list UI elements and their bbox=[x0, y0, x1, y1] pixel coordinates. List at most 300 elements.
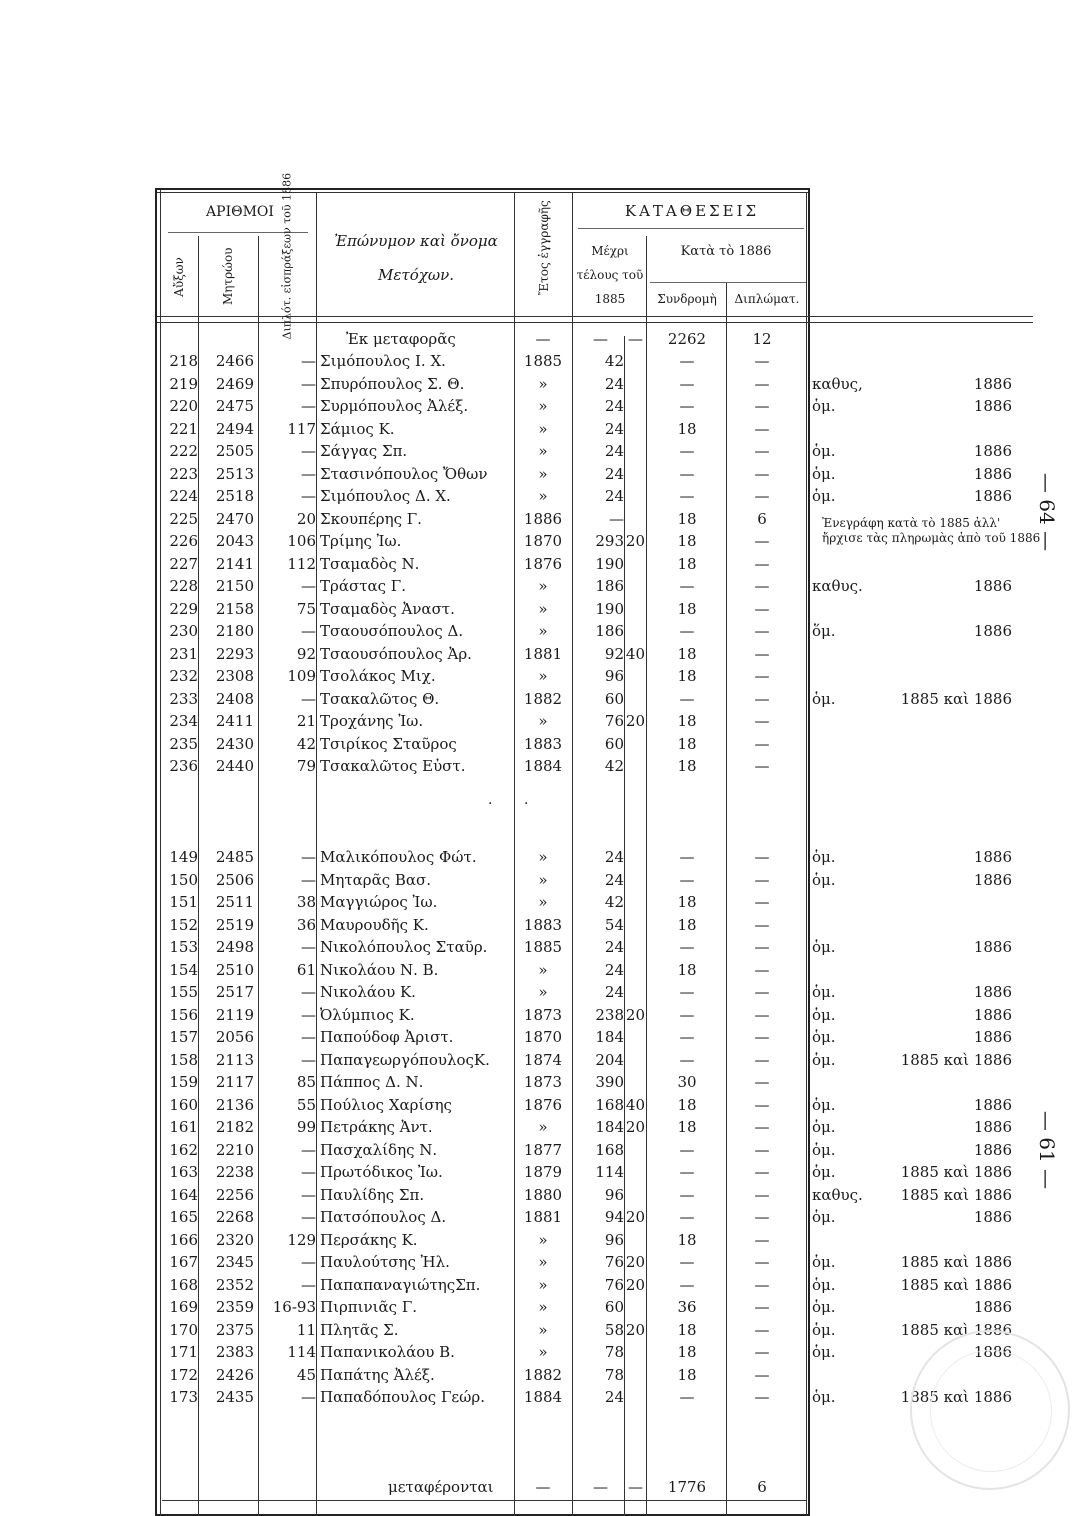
cell-syndromi: 18 bbox=[677, 667, 697, 685]
cell-remark-years: 1886 bbox=[973, 442, 1012, 460]
table-row bbox=[0, 1049, 1079, 1071]
cell-diplot: — bbox=[301, 577, 316, 595]
cell-etos: » bbox=[538, 848, 548, 866]
cell-syndromi: — bbox=[679, 1208, 695, 1226]
table-row bbox=[0, 598, 1079, 620]
cell-syndromi: 18 bbox=[677, 712, 697, 730]
cell-mitroou: 2210 bbox=[215, 1140, 254, 1159]
cell-etos: » bbox=[538, 1230, 548, 1249]
header-diplomat: Διπλώματ. bbox=[734, 292, 800, 306]
cell-diplomata: — bbox=[754, 1095, 770, 1114]
cell-name: Τρίμης Ἰω. bbox=[320, 532, 402, 550]
header-kata-1886: Κατὰ τὸ 1886 bbox=[680, 244, 772, 259]
cell-etos: 1876 bbox=[523, 554, 563, 573]
cell-mexri: 24 bbox=[604, 848, 624, 866]
cell-remark-status: ὁμ. bbox=[812, 1208, 836, 1226]
cell-mitroou: 2511 bbox=[215, 893, 254, 911]
cell-etos: 1883 bbox=[523, 734, 563, 753]
cell-remark-status: ὁμ. bbox=[812, 1140, 836, 1159]
cell-diplot: 106 bbox=[287, 532, 316, 550]
cell-auxon: 172 bbox=[169, 1365, 198, 1384]
cell-mitroou: 2345 bbox=[215, 1253, 254, 1271]
table-row bbox=[0, 1026, 1079, 1048]
cell-diplot: 16-93 bbox=[272, 1298, 316, 1316]
cell-etos: 1882 bbox=[523, 689, 563, 708]
cell-fraction: 20 bbox=[625, 1005, 645, 1024]
cell-diplomata: — bbox=[754, 757, 770, 775]
cell-mexri: 168 bbox=[595, 1140, 624, 1159]
cell-auxon: 233 bbox=[169, 689, 198, 708]
cell-name: Πατσόπουλος Δ. bbox=[320, 1208, 447, 1226]
cell-diplot: 79 bbox=[296, 757, 316, 775]
cell-name: Τσαουσόπουλος Δ. bbox=[320, 622, 464, 640]
cell-auxon: 154 bbox=[169, 960, 198, 979]
cell-name: Μαλικόπουλος Φώτ. bbox=[320, 848, 477, 866]
cell-diplomata: — bbox=[754, 532, 770, 550]
cell-syndromi: — bbox=[679, 1140, 695, 1159]
table-row bbox=[0, 1319, 1079, 1341]
cell-diplomata: — bbox=[754, 1253, 770, 1271]
cell-remark-years: 1886 bbox=[973, 374, 1012, 393]
cell-etos: 1874 bbox=[523, 1050, 563, 1069]
cell-syndromi: — bbox=[679, 689, 695, 708]
cell-diplomata: — bbox=[754, 644, 770, 663]
cell-remark-years: 1886 bbox=[973, 397, 1012, 415]
cell-diplomata: 6 bbox=[757, 509, 767, 528]
cell-remark-years: 1885 καὶ 1886 bbox=[900, 1320, 1012, 1339]
cell-mitroou: 2158 bbox=[215, 599, 254, 618]
table-row bbox=[0, 553, 1079, 575]
cell-syndromi: — bbox=[679, 1050, 695, 1069]
cell-mexri: 24 bbox=[604, 419, 624, 438]
cell-etos: » bbox=[538, 1275, 548, 1294]
cell-mexri: 186 bbox=[595, 577, 624, 595]
cell-syndromi: — bbox=[679, 1005, 695, 1024]
cell-name: Πετράκης Ἀντ. bbox=[320, 1118, 433, 1136]
cell-remark-status: ὁμ. bbox=[812, 983, 836, 1001]
cell-name: Συρμόπουλος Ἀλέξ. bbox=[320, 397, 469, 415]
table-row bbox=[0, 485, 1079, 507]
cell-diplomata: — bbox=[754, 352, 770, 370]
header-syndromi: Συνδρομὴ bbox=[657, 292, 717, 306]
cell-mitroou: 2494 bbox=[215, 419, 254, 438]
cell-diplot: — bbox=[301, 1275, 316, 1294]
cell-remark-years: 1886 bbox=[973, 1095, 1012, 1114]
cell-name: Πάππος Δ. Ν. bbox=[320, 1073, 424, 1091]
cell-remark-status: ὁμ. bbox=[812, 1095, 836, 1114]
cell-diplot: 21 bbox=[296, 712, 316, 730]
table-row bbox=[0, 1161, 1079, 1183]
cell-etos: 1876 bbox=[523, 1095, 563, 1114]
cell-auxon: 161 bbox=[169, 1118, 198, 1136]
cell-diplot: 20 bbox=[296, 509, 316, 528]
cell-etos: 1877 bbox=[523, 1140, 563, 1159]
cell-diplomata: — bbox=[754, 893, 770, 911]
cell-remark-years: 1886 bbox=[973, 1208, 1012, 1226]
cell-mitroou: 2117 bbox=[215, 1073, 254, 1091]
cell-mitroou: 2182 bbox=[215, 1118, 254, 1136]
cell-etos: » bbox=[538, 983, 548, 1001]
cell-remark-status: καθυς, bbox=[812, 374, 863, 393]
cell-mitroou: 2408 bbox=[215, 689, 254, 708]
cell-auxon: 218 bbox=[169, 352, 198, 370]
cell-mexri: 168 bbox=[595, 1095, 624, 1114]
cell-mexri: 24 bbox=[604, 960, 624, 979]
cell-auxon: 223 bbox=[169, 464, 198, 483]
cell-auxon: 157 bbox=[169, 1028, 198, 1046]
table-row bbox=[0, 418, 1079, 440]
cell-mitroou: 2375 bbox=[215, 1320, 254, 1339]
page-number-upper: — 64 — bbox=[1035, 472, 1060, 552]
cell-name: Τσακαλῶτος Εὐστ. bbox=[320, 757, 466, 775]
cell-syndromi: 18 bbox=[677, 757, 697, 775]
table-row bbox=[0, 688, 1079, 710]
cell-remark-years: 1886 bbox=[973, 464, 1012, 483]
cell-diplomata: — bbox=[754, 464, 770, 483]
cell-mexri: 204 bbox=[595, 1050, 624, 1069]
cell-diplomata: — bbox=[754, 1050, 770, 1069]
cell-diplomata: — bbox=[754, 870, 770, 889]
cell-mitroou: 2518 bbox=[215, 487, 254, 505]
cell-diplot: 99 bbox=[296, 1118, 316, 1136]
cell-auxon: 224 bbox=[169, 487, 198, 505]
cell-etos: » bbox=[538, 960, 548, 979]
carry-in-syndromi: 2262 bbox=[667, 330, 707, 348]
table-row bbox=[0, 1184, 1079, 1206]
cell-syndromi: 18 bbox=[677, 509, 697, 528]
cell-mitroou: 2119 bbox=[215, 1005, 254, 1024]
cell-mitroou: 2440 bbox=[215, 757, 254, 775]
cell-syndromi: — bbox=[679, 464, 695, 483]
cell-mexri: 54 bbox=[604, 915, 624, 934]
cell-mexri: 238 bbox=[595, 1005, 624, 1024]
cell-diplomata: — bbox=[754, 689, 770, 708]
cell-mitroou: 2485 bbox=[215, 848, 254, 866]
cell-diplot: 11 bbox=[296, 1320, 316, 1339]
header-mexri-l3: 1885 bbox=[594, 292, 626, 306]
cell-mitroou: 2256 bbox=[215, 1185, 254, 1204]
cell-name: Τσιρίκος Σταῦρος bbox=[320, 734, 457, 753]
cell-name: Πασχαλίδης Ν. bbox=[320, 1140, 438, 1159]
cell-mitroou: 2113 bbox=[215, 1050, 254, 1069]
carry-out-row bbox=[0, 1476, 1079, 1498]
carry-in-row bbox=[0, 328, 1079, 350]
table-row bbox=[0, 1296, 1079, 1318]
cell-mexri: 60 bbox=[604, 1298, 624, 1316]
cell-auxon: 164 bbox=[169, 1185, 198, 1204]
cell-name: Ὀλύμπιος Κ. bbox=[320, 1005, 415, 1024]
cell-etos: 1881 bbox=[523, 1208, 563, 1226]
cell-diplomata: — bbox=[754, 1320, 770, 1339]
cell-remark-status: ὁμ. bbox=[812, 397, 836, 415]
cell-name: Σιμόπουλος Ι. Χ. bbox=[320, 352, 446, 370]
cell-mexri: 42 bbox=[604, 352, 624, 370]
cell-remark-status: ὁμ. bbox=[812, 938, 836, 956]
cell-auxon: 173 bbox=[169, 1388, 198, 1406]
header-col-auxon: Αὔξων bbox=[172, 257, 186, 297]
cell-remark-status: ὁμ. bbox=[812, 487, 836, 505]
table-row bbox=[0, 733, 1079, 755]
table-row bbox=[0, 665, 1079, 687]
cell-diplomata: — bbox=[754, 397, 770, 415]
cell-etos: » bbox=[538, 1253, 548, 1271]
cell-name: Τσακαλῶτος Θ. bbox=[320, 689, 440, 708]
cell-name: Περσάκης Κ. bbox=[320, 1230, 418, 1249]
cell-auxon: 160 bbox=[169, 1095, 198, 1114]
cell-mitroou: 2238 bbox=[215, 1163, 254, 1181]
cell-diplomata: — bbox=[754, 1230, 770, 1249]
cell-auxon: 228 bbox=[169, 577, 198, 595]
cell-auxon: 166 bbox=[169, 1230, 198, 1249]
cell-auxon: 225 bbox=[169, 509, 198, 528]
cell-etos: 1880 bbox=[523, 1185, 563, 1204]
cell-syndromi: 18 bbox=[677, 599, 697, 618]
cell-diplomata: — bbox=[754, 1028, 770, 1046]
cell-name: Τροχάνης Ἰω. bbox=[320, 712, 424, 730]
cell-name: Νικολάου Κ. bbox=[320, 983, 416, 1001]
cell-remark-status: ὁμ. bbox=[812, 1298, 836, 1316]
cell-remark-years: 1886 bbox=[973, 983, 1012, 1001]
cell-mitroou: 2466 bbox=[215, 352, 254, 370]
cell-remark-status: ὁμ. bbox=[812, 848, 836, 866]
cell-etos: 1881 bbox=[523, 644, 563, 663]
cell-mexri: 78 bbox=[604, 1365, 624, 1384]
header-name-line1: Ἐπώνυμον καὶ ὄνομα bbox=[334, 232, 498, 250]
carry-out-dash: — bbox=[535, 1478, 551, 1496]
cell-remark-status: ὁμ. bbox=[812, 689, 836, 708]
cell-mitroou: 2359 bbox=[215, 1298, 254, 1316]
cell-mexri: 58 bbox=[604, 1320, 624, 1339]
cell-name: Παπάτης Ἀλέξ. bbox=[320, 1365, 435, 1384]
cell-diplomata: — bbox=[754, 1073, 770, 1091]
cell-diplomata: — bbox=[754, 1163, 770, 1181]
cell-etos: 1884 bbox=[523, 757, 563, 775]
cell-mitroou: 2475 bbox=[215, 397, 254, 415]
cell-diplot: — bbox=[301, 1388, 316, 1406]
cell-remark-status: καθυς. bbox=[812, 577, 863, 595]
table-row bbox=[0, 1251, 1079, 1273]
cell-diplot: 55 bbox=[296, 1095, 316, 1114]
cell-remark-years: 1886 bbox=[973, 938, 1012, 956]
cell-auxon: 235 bbox=[169, 734, 198, 753]
cell-mexri: 76 bbox=[604, 1275, 624, 1294]
cell-diplomata: — bbox=[754, 1118, 770, 1136]
cell-mitroou: 2293 bbox=[215, 644, 254, 663]
cell-mitroou: 2352 bbox=[215, 1275, 254, 1294]
cell-mitroou: 2150 bbox=[215, 577, 254, 595]
cell-name: Σάγγας Σπ. bbox=[320, 442, 408, 460]
table-row bbox=[0, 1004, 1079, 1026]
cell-auxon: 151 bbox=[169, 893, 198, 911]
cell-name: Πλητᾶς Σ. bbox=[320, 1320, 399, 1339]
cell-diplomata: — bbox=[754, 1298, 770, 1316]
table-row bbox=[0, 1274, 1079, 1296]
cell-etos: » bbox=[538, 1298, 548, 1316]
cell-diplot: — bbox=[301, 464, 316, 483]
cell-mexri: 78 bbox=[604, 1343, 624, 1361]
cell-mexri: 24 bbox=[604, 487, 624, 505]
cell-name: Πιρπινιᾶς Γ. bbox=[320, 1298, 417, 1316]
cell-diplomata: — bbox=[754, 1388, 770, 1406]
cell-name: Τσαμαδὸς Ν. bbox=[320, 554, 420, 573]
cell-remark-status: ὁμ. bbox=[812, 1050, 836, 1069]
table-row bbox=[0, 846, 1079, 868]
cell-diplomata: — bbox=[754, 622, 770, 640]
cell-mexri: 76 bbox=[604, 1253, 624, 1271]
cell-remark-status: ὁμ. bbox=[812, 1388, 836, 1406]
cell-syndromi: 18 bbox=[677, 1365, 697, 1384]
cell-remark-status: ὁμ. bbox=[812, 1275, 836, 1294]
cell-remark-years: 1885 καὶ 1886 bbox=[900, 1185, 1012, 1204]
cell-etos: 1885 bbox=[523, 352, 563, 370]
cell-fraction: 20 bbox=[625, 1118, 645, 1136]
cell-etos: 1879 bbox=[523, 1163, 563, 1181]
cell-name: Παπούδοφ Ἀριστ. bbox=[320, 1028, 454, 1046]
cell-mexri: 60 bbox=[604, 689, 624, 708]
cell-diplot: 117 bbox=[287, 419, 316, 438]
cell-diplot: — bbox=[301, 1253, 316, 1271]
cell-syndromi: 18 bbox=[677, 1230, 697, 1249]
cell-mexri: 186 bbox=[595, 622, 624, 640]
carry-out-dash: — bbox=[628, 1478, 643, 1496]
cell-diplomata: — bbox=[754, 1140, 770, 1159]
brace-rule bbox=[578, 228, 804, 229]
cell-diplot: — bbox=[301, 1163, 316, 1181]
cell-diplot: — bbox=[301, 397, 316, 415]
cell-mexri: 24 bbox=[604, 397, 624, 415]
cell-auxon: 232 bbox=[169, 667, 198, 685]
cell-mexri: 24 bbox=[604, 442, 624, 460]
cell-fraction: 20 bbox=[625, 712, 645, 730]
header-mexri-l2: τέλους τοῦ bbox=[576, 268, 644, 282]
table-row bbox=[0, 914, 1079, 936]
cell-etos: » bbox=[538, 442, 548, 460]
cell-remark-status: ὁμ. bbox=[812, 1343, 836, 1361]
cell-mitroou: 2430 bbox=[215, 734, 254, 753]
cell-diplot: — bbox=[301, 689, 316, 708]
bottom-rule bbox=[162, 1500, 806, 1501]
cell-diplomata: — bbox=[754, 577, 770, 595]
brace-rule bbox=[650, 282, 806, 283]
cell-fraction: 40 bbox=[625, 644, 645, 663]
header-col-diplot: Διπλότ. εἰσπράξεων τοῦ 1886 bbox=[280, 172, 294, 340]
cell-diplomata: — bbox=[754, 1208, 770, 1226]
cell-diplot: 75 bbox=[296, 599, 316, 618]
cell-remark-status: ὁμ. bbox=[812, 1253, 836, 1271]
cell-remark-status: ὁμ. bbox=[812, 1163, 836, 1181]
cell-name: Νικολάου Ν. Β. bbox=[320, 960, 439, 979]
carry-in-dash: — bbox=[593, 330, 608, 348]
cell-name: Στασινόπουλος Ὄθων bbox=[320, 464, 488, 483]
cell-fraction: 20 bbox=[625, 1320, 645, 1339]
cell-name: Μαυρουδῆς Κ. bbox=[320, 915, 429, 934]
table-row bbox=[0, 643, 1079, 665]
cell-diplomata: — bbox=[754, 915, 770, 934]
cell-diplot: 42 bbox=[296, 734, 316, 753]
cell-mitroou: 2517 bbox=[215, 983, 254, 1001]
cell-mitroou: 2469 bbox=[215, 374, 254, 393]
cell-diplot: — bbox=[301, 938, 316, 956]
cell-etos: 1870 bbox=[523, 1028, 563, 1046]
carry-out-syndromi: 1776 bbox=[667, 1478, 707, 1496]
table-row bbox=[0, 1071, 1079, 1093]
table-row bbox=[0, 575, 1079, 597]
cell-auxon: 221 bbox=[169, 419, 198, 438]
cell-name: Τσαουσόπουλος Ἀρ. bbox=[320, 644, 472, 663]
cell-remark-years: 1885 καὶ 1886 bbox=[900, 1163, 1012, 1181]
carry-in-label: Ἐκ μεταφορᾶς bbox=[346, 330, 456, 348]
cell-name: Τράστας Γ. bbox=[320, 577, 406, 595]
cell-auxon: 227 bbox=[169, 554, 198, 573]
carry-in-dash: — bbox=[628, 330, 643, 348]
cell-fraction: 20 bbox=[625, 1253, 645, 1271]
cell-name: ΠαπαπαναγιώτηςΣπ. bbox=[320, 1275, 481, 1294]
cell-diplomata: — bbox=[754, 712, 770, 730]
cell-mexri: 92 bbox=[604, 644, 624, 663]
carry-out-label: μεταφέρονται bbox=[388, 1478, 494, 1496]
cell-etos: 1885 bbox=[523, 938, 563, 956]
cell-diplot: — bbox=[301, 870, 316, 889]
cell-diplot: — bbox=[301, 848, 316, 866]
cell-diplot: 85 bbox=[296, 1073, 316, 1091]
cell-mitroou: 2043 bbox=[215, 532, 254, 550]
cell-syndromi: 18 bbox=[677, 893, 697, 911]
page-number-lower: — 61 — bbox=[1035, 1110, 1060, 1190]
cell-auxon: 220 bbox=[169, 397, 198, 415]
table-row bbox=[0, 440, 1079, 462]
cell-syndromi: 18 bbox=[677, 1118, 697, 1136]
cell-auxon: 167 bbox=[169, 1253, 198, 1271]
cell-name: ΠαπαγεωργόπουλοςΚ. bbox=[320, 1050, 490, 1069]
cell-mitroou: 2411 bbox=[215, 712, 254, 730]
cell-diplomata: — bbox=[754, 848, 770, 866]
cell-remark-status: καθυς. bbox=[812, 1185, 863, 1204]
cell-etos: 1870 bbox=[523, 532, 563, 550]
cell-mitroou: 2498 bbox=[215, 938, 254, 956]
cell-syndromi: — bbox=[679, 1028, 695, 1046]
cell-mitroou: 2136 bbox=[215, 1095, 254, 1114]
cell-remark-years: 1886 bbox=[973, 1343, 1012, 1361]
cell-etos: 1882 bbox=[523, 1365, 563, 1384]
cell-remark-years: 1886 bbox=[973, 1140, 1012, 1159]
cell-auxon: 159 bbox=[169, 1073, 198, 1091]
carry-out-diplomata: 6 bbox=[757, 1478, 767, 1496]
cell-diplomata: — bbox=[754, 960, 770, 979]
cell-mitroou: 2426 bbox=[215, 1365, 254, 1384]
cell-name: Παπανικολάου Β. bbox=[320, 1343, 455, 1361]
cell-diplot: 112 bbox=[287, 554, 316, 573]
cell-auxon: 158 bbox=[169, 1050, 198, 1069]
cell-diplot: — bbox=[301, 374, 316, 393]
table-row bbox=[0, 373, 1079, 395]
cell-auxon: 149 bbox=[169, 848, 198, 866]
cell-fraction: 20 bbox=[625, 532, 645, 550]
carry-in-dash: — bbox=[535, 330, 551, 348]
cell-auxon: 170 bbox=[169, 1320, 198, 1339]
cell-auxon: 162 bbox=[169, 1140, 198, 1159]
cell-mexri: 24 bbox=[604, 374, 624, 393]
cell-etos: 1873 bbox=[523, 1005, 563, 1024]
cell-auxon: 231 bbox=[169, 644, 198, 663]
cell-syndromi: 18 bbox=[677, 554, 697, 573]
cell-mexri: 96 bbox=[604, 1230, 624, 1249]
cell-name: Τσαμαδὸς Ἀναστ. bbox=[320, 599, 455, 618]
cell-syndromi: 18 bbox=[677, 734, 697, 753]
cell-auxon: 165 bbox=[169, 1208, 198, 1226]
cell-diplomata: — bbox=[754, 442, 770, 460]
cell-etos: » bbox=[538, 667, 548, 685]
table-row bbox=[0, 1094, 1079, 1116]
